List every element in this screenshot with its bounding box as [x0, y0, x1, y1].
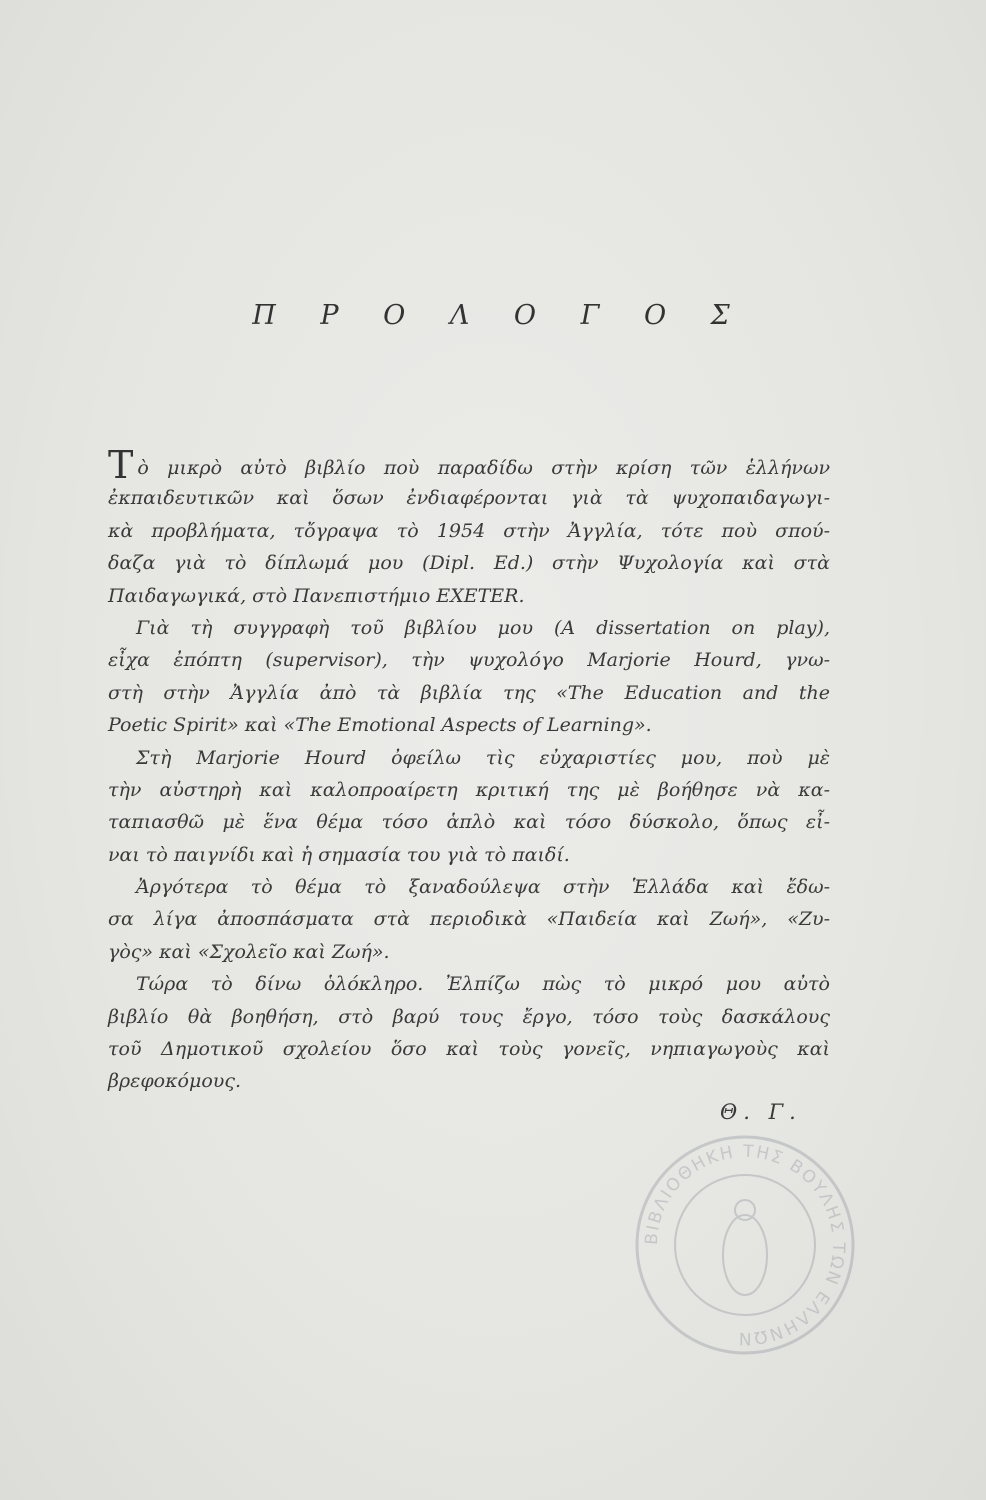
text-line: βιβλίο θὰ βοηθήση, στὸ βαρύ τους ἔργο, τόσο τοὺς δασκάλους: [108, 1005, 830, 1028]
author-initials: Θ. Γ.: [720, 1100, 802, 1124]
preface-body: [108, 443, 830, 1098]
text-line: στὴ στὴν Ἀγγλία ἀπὸ τὰ βιβλία της «The Education and the: [108, 681, 830, 704]
text-line: Παιδαγωγικά, στὸ Πανεπιστήμιο EXETER.: [108, 584, 525, 607]
text-line: ἐκπαιδευτικῶν καὶ ὅσων ἐνδιαφέρονται γιὰ τὰ ψυχοπαιδαγωγι-: [108, 487, 830, 510]
text-line: ναι τὸ παιγνίδι καὶ ἡ σημασία του γιὰ τὸ παιδί.: [108, 843, 570, 866]
library-seal-stamp-icon: [630, 1130, 860, 1360]
line-text: ὸ μικρὸ αὐτὸ βιβλίο ποὺ παραδίδω στὴν κρίση τῶν ἑλλήνων: [137, 457, 830, 479]
text-line: σα λίγα ἀποσπάσματα στὰ περιοδικὰ «Παιδεία καὶ Ζωή», «Ζυ-: [108, 908, 830, 931]
page-title: Π Ρ Ο Λ Ο Γ Ο Σ: [252, 300, 748, 331]
drop-cap: Τ: [108, 443, 134, 487]
text-line: [108, 443, 830, 487]
paragraph-4: [108, 871, 830, 968]
paragraph-2: [108, 612, 830, 742]
paragraph-3: [108, 742, 830, 872]
text-line: Γιὰ τὴ συγγραφὴ τοῦ βιβλίου μου (A dissertation on play),: [136, 616, 830, 639]
text-line: γὸς» καὶ «Σχολεῖο καὶ Ζωή».: [108, 940, 390, 963]
text-line: Τώρα τὸ δίνω ὁλόκληρο. Ἐλπίζω πὼς τὸ μικρό μου αὐτὸ: [136, 973, 830, 996]
text-line: Στὴ Marjorie Hourd ὀφείλω τὶς εὐχαριστίες μου, ποὺ μὲ: [136, 746, 830, 769]
svg-text:ΒΙΒΛΙΟΘΗΚΗ ΤΗΣ ΒΟΥΛΗΣ ΤΩΝ ΕΛΛΗ: [642, 1142, 848, 1348]
paragraph-5: [108, 968, 830, 1098]
text-line: τὴν αὐστηρὴ καὶ καλοπροαίρετη κριτική της μὲ βοήθησε νὰ κα-: [108, 778, 830, 801]
text-line: τοῦ Δημοτικοῦ σχολείου ὅσο καὶ τοὺς γονεῖς, νηπιαγωγοὺς καὶ: [108, 1038, 830, 1061]
text-line: δαζα γιὰ τὸ δίπλωμά μου (Dipl. Ed.) στὴν Ψυχολογία καὶ στὰ: [108, 552, 830, 575]
stamp-text: ΒΙΒΛΙΟΘΗΚΗ ΤΗΣ ΒΟΥΛΗΣ ΤΩΝ ΕΛΛΗΝΩΝ: [641, 1141, 849, 1349]
text-line: ταπιασθῶ μὲ ἕνα θέμα τόσο ἁπλὸ καὶ τόσο δύσκολο, ὅπως εἶ-: [108, 811, 830, 834]
text-line: βρεφοκόμους.: [108, 1070, 242, 1093]
text-line: Ἀργότερα τὸ θέμα τὸ ξαναδούλεψα στὴν Ἑλλάδα καὶ ἔδω-: [136, 876, 830, 899]
text-line: εἶχα ἐπόπτη (supervisor), τὴν ψυχολόγο Marjorie Hourd, γνω-: [108, 649, 830, 672]
paragraph-1: [108, 443, 830, 612]
text-line: Poetic Spirit» καὶ «The Emotional Aspects of Learning».: [108, 714, 652, 737]
text-line: κὰ προβλήματα, τὄγραψα τὸ 1954 στὴν Ἀγγλία, τότε ποὺ σπού-: [108, 519, 830, 542]
